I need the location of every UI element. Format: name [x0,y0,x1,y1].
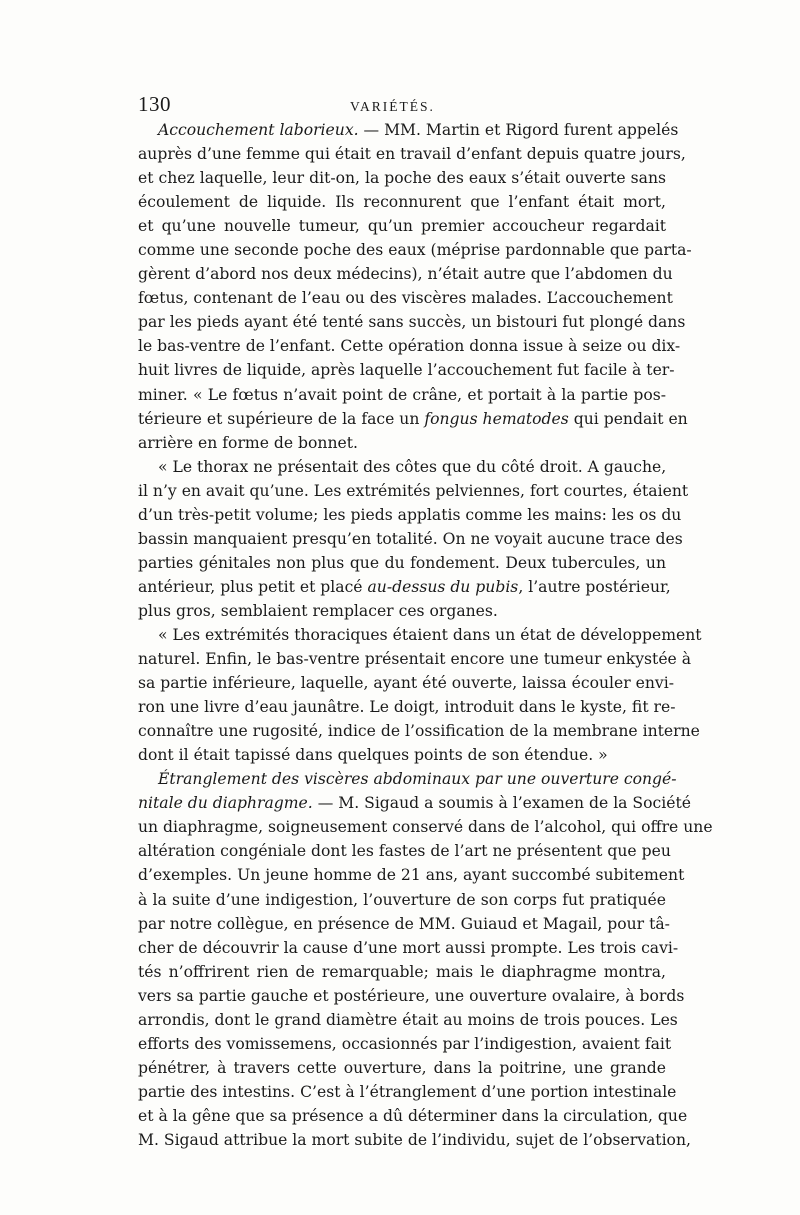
line-text: M. Sigaud attribue la mort subite de l’individu, sujet de l’observation, [138,1130,691,1149]
paragraph [138,623,702,767]
text-line [138,1056,666,1080]
text-line [138,166,666,190]
text-line [138,286,673,310]
paragraph [138,118,692,455]
italic-text: Étranglement des viscères abdominaux par une ouverture congé- [158,770,677,789]
text-line [138,1032,672,1056]
text-line [138,479,689,503]
line-text: altération congéniale dont les fastes de l’art ne présentent que peu [138,842,671,861]
line-text: qui pendait en [568,409,688,428]
text-line [138,743,666,767]
text-line [138,503,682,527]
text-line [138,671,674,695]
text-line [138,960,666,984]
line-text: auprès d’une femme qui était en travail d’enfant depuis quatre jours, [138,145,686,164]
text-line [138,238,692,262]
italic-text: nitale du diaphragme. [138,794,313,813]
line-text: vers sa partie gauche et postérieure, une ouverture ovalaire, à bords [138,986,685,1005]
line-text: « Les extrémités thoraciques étaient dans un état de développement [158,625,702,644]
line-text: térieure et supérieure de la face un [138,409,425,428]
line-text: à la suite d’une indigestion, l’ouverture de son corps fut pratiquée [138,890,666,909]
line-text: partie des intestins. C’est à l’étranglement d’une portion intestinale [138,1082,677,1101]
text-line [138,383,666,407]
text-line [138,984,685,1008]
text-line [138,791,691,815]
line-text: comme une seconde poche des eaux (méprise pardonnable que parta- [138,241,692,260]
line-text: il n’y en avait qu’une. Les extrémités pelviennes, fort courtes, étaient [138,481,689,500]
line-text: — M. Sigaud a soumis à l’examen de la Société [312,794,691,813]
body-text [138,118,713,1152]
line-text: efforts des vomissemens, occasionnés par l’indigestion, avaient fait [138,1034,672,1053]
text-line [138,455,666,479]
text-line [138,719,700,743]
line-text: arrondis, dont le grand diamètre était au moins de trois pouces. Les [138,1010,678,1029]
text-line [138,936,679,960]
text-line [138,623,702,647]
line-text: ron une livre d’eau jaunâtre. Le doigt, introduit dans le kyste, fit re- [138,698,676,717]
italic-text: au-dessus du pubis [367,577,519,596]
italic-text: fongus hematodes [424,409,569,428]
text-line [138,1104,688,1128]
line-text: le bas-ventre de l’enfant. Cette opération donna issue à seize ou dix- [138,337,681,356]
running-head [138,92,666,118]
line-text: et chez laquelle, leur dit-on, la poche des eaux s’était ouverte sans [138,169,666,188]
paragraph [138,767,713,1152]
text-line [138,407,688,431]
line-text: par les pieds ayant été tenté sans succès, un bistouri fut plongé dans [138,313,686,332]
line-text: « Le thorax ne présentait des côtes que du côté droit. A gauche, [158,457,667,476]
text-line [138,142,686,166]
line-text: par notre collègue, en présence de MM. Guiaud et Magail, pour tâ- [138,914,670,933]
line-text: d’exemples. Un jeune homme de 21 ans, ayant succombé subitement [138,866,685,885]
text-line [138,190,666,214]
line-text: parties génitales non plus que du fondement. Deux tubercules, un [138,553,666,572]
line-text: d’un très-petit volume; les pieds applatis comme les mains: les os du [138,505,682,524]
running-title: VARIÉTÉS. [350,99,435,114]
line-text: miner. « Le fœtus n’avait point de crâne, et portait à la partie pos- [138,385,666,404]
line-text: naturel. Enfin, le bas-ventre présentait encore une tumeur enkystée à [138,650,692,669]
line-text: gèrent d’abord nos deux médecins), n’était autre que l’abdomen du [138,265,673,284]
line-text: , l’autre postérieur, [518,577,671,596]
text-line [138,767,677,791]
text-line [138,888,666,912]
line-text: un diaphragme, soigneusement conservé dans de l’alcohol, qui offre une [138,818,713,837]
text-line [138,310,686,334]
text-line [138,527,683,551]
text-line [138,599,666,623]
text-line [138,839,671,863]
italic-text: Accouchement laborieux. [158,121,359,139]
text-line [138,647,692,671]
line-text: écoulement de liquide. Ils reconnurent que l’enfant était mort, [138,193,666,212]
text-line [138,1080,677,1104]
line-text: et à la gêne que sa présence a dû déterminer dans la circulation, que [138,1106,688,1125]
line-text: arrière en forme de bonnet. [138,433,358,452]
line-text: — MM. Martin et Rigord furent appelés [358,121,679,139]
line-text: bassin manquaient presqu’en totalité. On ne voyait aucune trace des [138,529,683,548]
text-line [138,1128,691,1152]
line-text: plus gros, semblaient remplacer ces organes. [138,601,498,620]
line-text: antérieur, plus petit et placé [138,577,368,596]
text-line [138,575,671,599]
text-line [138,118,679,142]
text-line [138,912,670,936]
line-text: dont il était tapissé dans quelques points de son étendue. » [138,746,608,765]
line-text: sa partie inférieure, laquelle, ayant été ouverte, laissa écouler envi- [138,674,674,693]
line-text: fœtus, contenant de l’eau ou des viscères malades. L’accouchement [138,289,673,308]
page-text [138,92,713,1152]
text-line [138,431,666,455]
text-line [138,551,666,575]
line-text: tés n’offrirent rien de remarquable; mais le diaphragme montra, [138,962,666,981]
text-line [138,815,713,839]
text-line [138,1008,678,1032]
line-text: connaître une rugosité, indice de l’ossification de la membrane interne [138,722,700,741]
line-text: huit livres de liquide, après laquelle l’accouchement fut facile à ter- [138,361,675,380]
text-line [138,358,675,382]
page-number: 130 [138,92,171,116]
paragraph [138,455,689,623]
line-text: et qu’une nouvelle tumeur, qu’un premier accoucheur regardait [138,217,666,236]
text-line [138,334,681,358]
line-text: pénétrer, à travers cette ouverture, dans la poitrine, une grande [138,1058,666,1077]
text-line [138,262,673,286]
text-line [138,863,685,887]
text-line [138,695,676,719]
text-line [138,214,666,238]
line-text: cher de découvrir la cause d’une mort aussi prompte. Les trois cavi- [138,938,679,957]
